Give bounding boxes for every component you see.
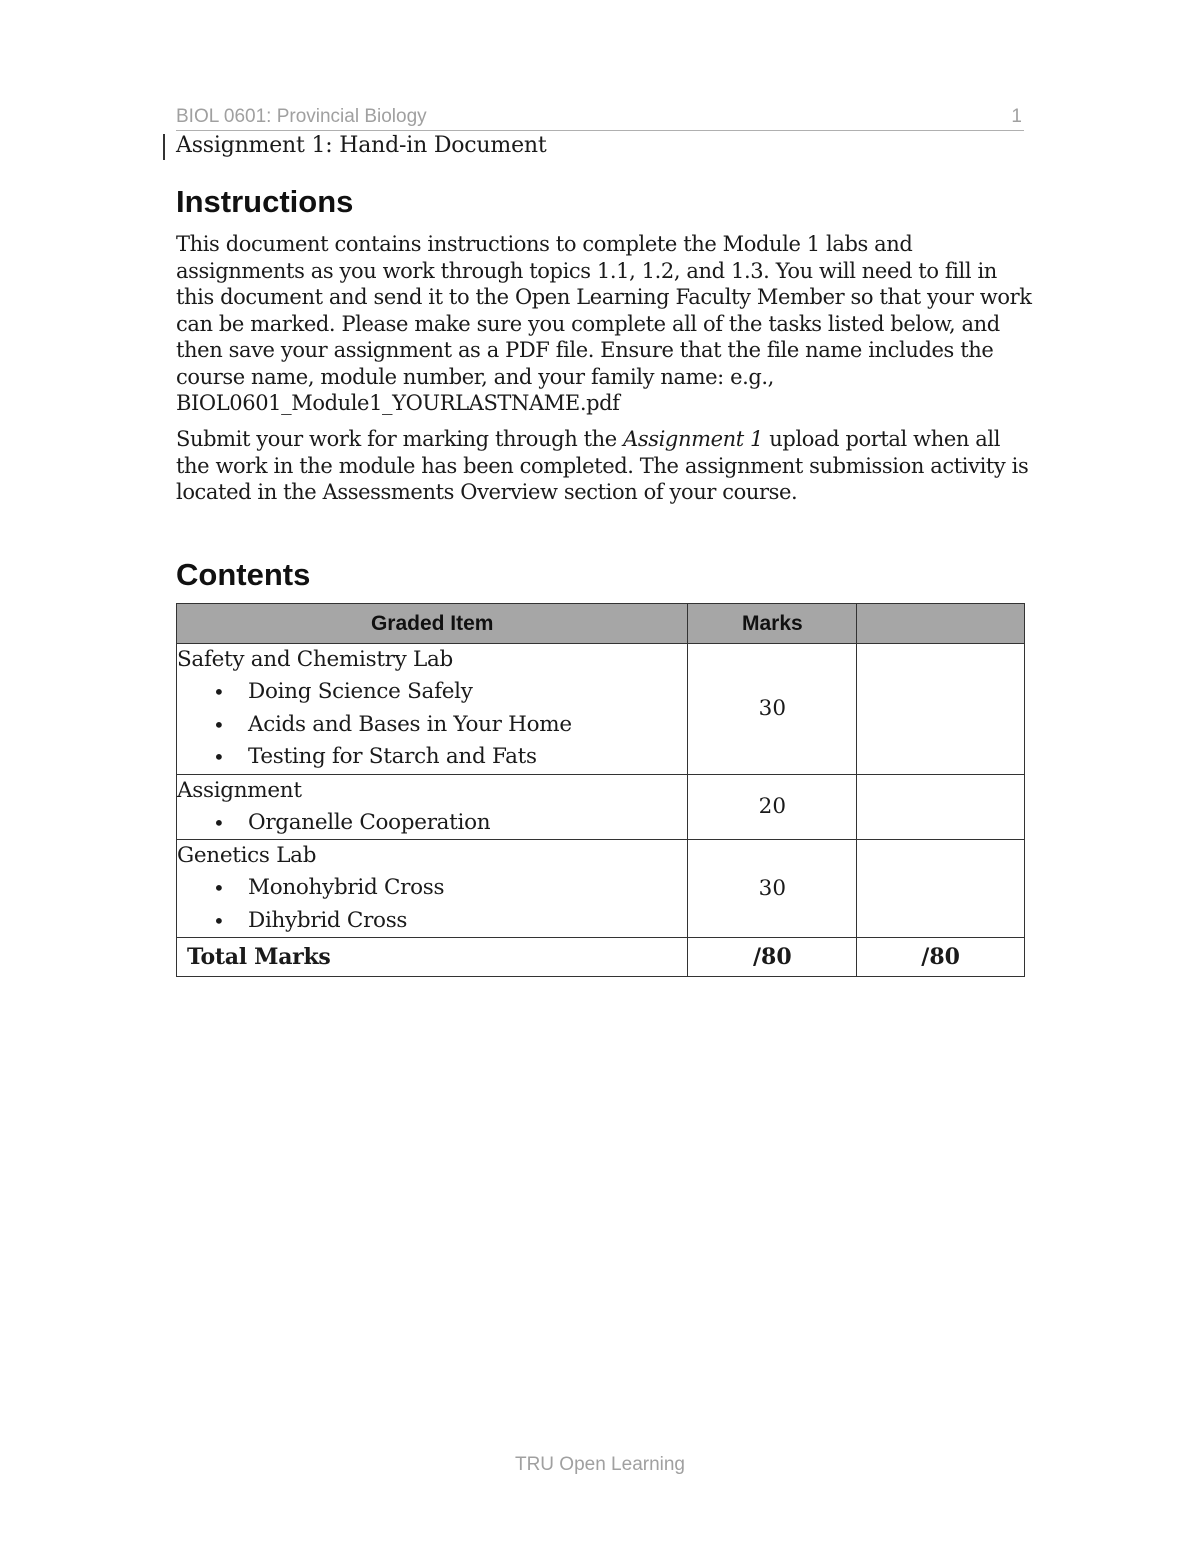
total-marks: /80 [688, 938, 857, 977]
score-cell[interactable] [857, 774, 1025, 840]
graded-item-list [177, 807, 687, 840]
paragraph-2-text-start: Submit your work for marking through the [176, 427, 624, 451]
graded-item-list [177, 872, 687, 937]
score-cell[interactable] [857, 644, 1025, 775]
graded-item-group: Genetics Lab [177, 843, 317, 868]
list-item: • Organelle Cooperation [177, 807, 687, 840]
list-item: • Monohybrid Cross [177, 872, 687, 905]
column-header-marks: Marks [688, 604, 857, 644]
graded-item-cell [177, 840, 688, 938]
contents-heading: Contents [176, 557, 311, 592]
list-item: • Doing Science Safely [177, 676, 687, 709]
document-subtitle: Assignment 1: Hand-in Document [176, 133, 547, 158]
marks-cell: 20 [688, 774, 857, 840]
total-row [177, 938, 1025, 977]
table-row [177, 840, 1025, 938]
graded-item-cell [177, 774, 688, 840]
total-label: Total Marks [177, 938, 688, 977]
assignment-link-text: Assignment 1 [623, 427, 764, 451]
change-bar [163, 134, 165, 160]
column-header-score [857, 604, 1025, 644]
list-item: • Testing for Starch and Fats [177, 741, 687, 774]
paragraph-2-text-end: upload portal when all the work in the module has been completed. The assignment submission activity is located in the Assessments Overview section of your course. [176, 427, 1029, 504]
table-row [177, 774, 1025, 840]
total-score[interactable]: /80 [857, 938, 1025, 977]
graded-item-group: Safety and Chemistry Lab [177, 647, 453, 672]
column-header-graded-item: Graded Item [177, 604, 688, 644]
course-title: BIOL 0601: Provincial Biology [176, 106, 427, 127]
graded-item-group: Assignment [177, 777, 302, 803]
contents-table [176, 603, 1025, 977]
marks-cell: 30 [688, 840, 857, 938]
table-header-row [177, 604, 1025, 644]
page-header [176, 106, 1024, 131]
page-footer: TRU Open Learning [514, 1454, 686, 1475]
graded-item-cell [177, 644, 688, 775]
instructions-paragraph-2 [176, 426, 1036, 506]
graded-item-list [177, 676, 687, 774]
instructions-paragraph-1: This document contains instructions to complete the Module 1 labs and assignments as you work through topics 1.1, 1.2, and 1.3. You will need to fill in this document and send it to the Open Learning Faculty Member so that your work can be marked. Please make sure you complete all of the tasks listed below, and then save your assignment as a PDF file. Ensure that the file name includes the course name, module number, and your family name: e.g., BIOL0601_Module1_YOURLASTNAME.pdf [176, 232, 1032, 415]
marks-cell: 30 [688, 644, 857, 775]
score-cell[interactable] [857, 840, 1025, 938]
page-number: 1 [1011, 106, 1022, 127]
table-row [177, 644, 1025, 775]
list-item: • Acids and Bases in Your Home [177, 709, 687, 742]
list-item: • Dihybrid Cross [177, 905, 687, 938]
instructions-heading: Instructions [176, 184, 354, 219]
